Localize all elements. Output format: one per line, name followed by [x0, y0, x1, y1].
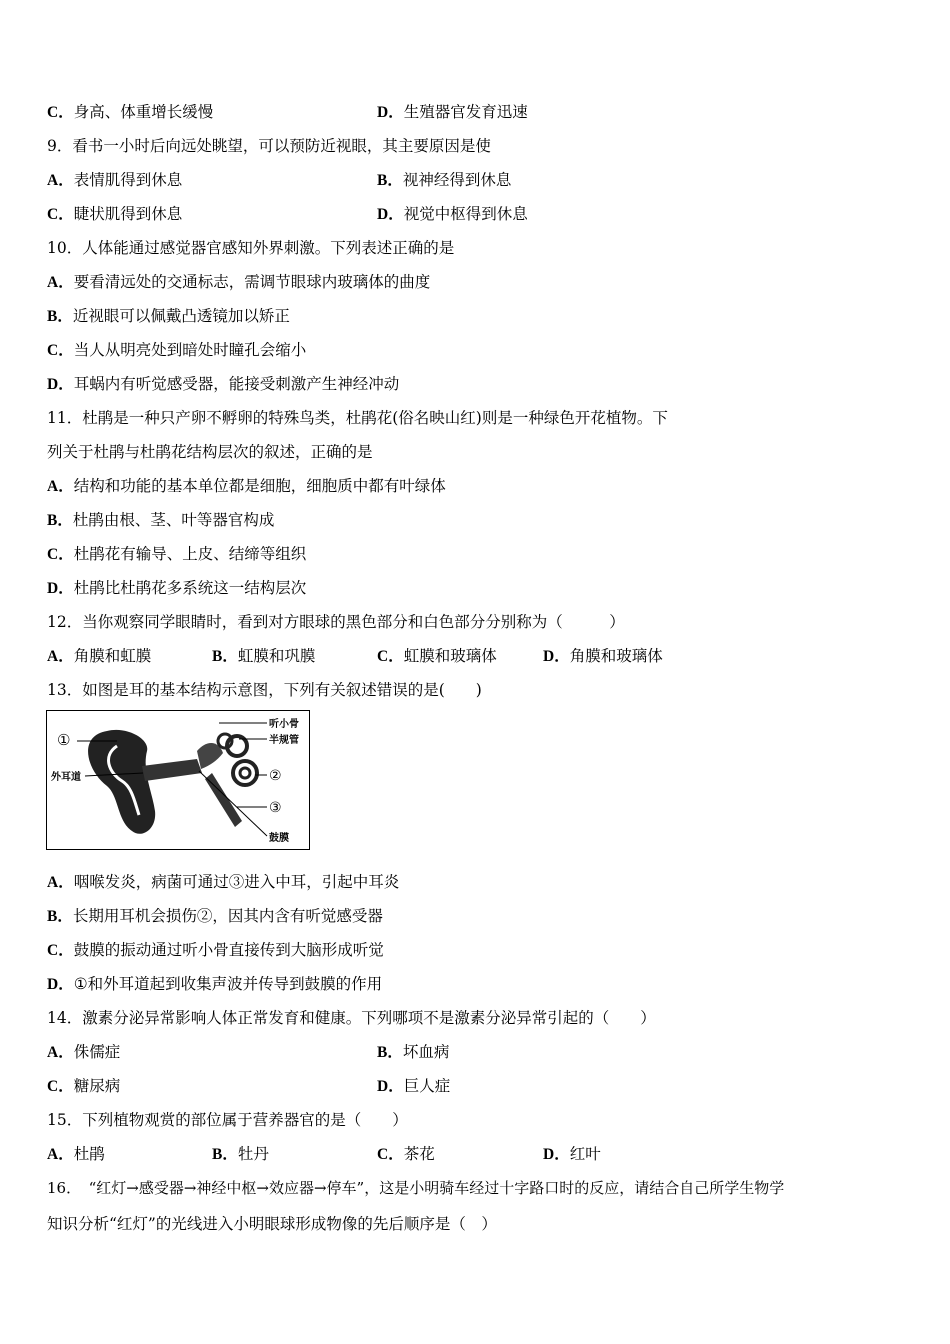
- q9-option-a: [47, 170, 182, 191]
- q11-option-b: [47, 510, 274, 531]
- cochlea-outer: [233, 761, 257, 785]
- q13-option-c: [47, 940, 384, 961]
- option-text: 角膜和玻璃体: [569, 647, 663, 665]
- option-letter: C．: [47, 546, 74, 563]
- q14-option-d: [377, 1076, 450, 1097]
- q11-stem-line2: 列关于杜鹃与杜鹃花结构层次的叙述，正确的是: [47, 443, 373, 461]
- option-text: 茶花: [403, 1145, 435, 1163]
- option-text: 长期用耳机会损伤②，因其内含有听觉感受器: [72, 907, 383, 925]
- q14-option-b: [377, 1042, 449, 1063]
- q12-option-b: [212, 646, 315, 667]
- option-letter: B．: [47, 512, 73, 529]
- option-letter: D．: [47, 376, 74, 393]
- option-letter: A．: [47, 172, 74, 189]
- option-text: 虹膜和巩膜: [237, 647, 316, 665]
- ear-diagram-svg: [47, 711, 311, 851]
- option-text: 表情肌得到休息: [73, 171, 183, 189]
- option-letter: A．: [47, 1044, 74, 1061]
- q14-stem: 14．激素分泌异常影响人体正常发育和健康。下列哪项不是激素分泌异常引起的（ ）: [47, 1009, 656, 1027]
- option-letter: C．: [377, 648, 404, 665]
- option-text: 杜鹃比杜鹃花多系统这一结构层次: [73, 579, 307, 597]
- option-letter: A．: [47, 648, 74, 665]
- option-letter: D．: [377, 1078, 404, 1095]
- option-letter: D．: [377, 206, 404, 223]
- q16-stem-line1: 16． “红灯→感受器→神经中枢→效应器→停车”，这是小明骑车经过十字路口时的反应，请结合自己所学生物学: [47, 1179, 785, 1197]
- q9-option-d: [377, 204, 528, 225]
- option-text: 结构和功能的基本单位都是细胞，细胞质中都有叶绿体: [73, 477, 446, 495]
- q9-option-c: [47, 204, 182, 225]
- label-ossicles: 听小骨: [269, 719, 299, 730]
- option-letter: D．: [543, 1146, 570, 1163]
- q11-option-a: [47, 476, 446, 497]
- q9-option-b: [377, 170, 511, 191]
- option-text: 视觉中枢得到休息: [403, 205, 528, 223]
- option-text: ①和外耳道起到收集声波并传导到鼓膜的作用: [73, 975, 383, 993]
- q8-option-c: [47, 102, 213, 123]
- q10-option-c: [47, 340, 306, 361]
- option-text: 视神经得到休息: [402, 171, 512, 189]
- option-letter: A．: [47, 874, 74, 891]
- option-letter: B．: [47, 308, 73, 325]
- option-text: 巨人症: [403, 1077, 451, 1095]
- option-text: 鼓膜的振动通过听小骨直接传到大脑形成听觉: [73, 941, 384, 959]
- q15-option-d: [543, 1144, 601, 1165]
- q13-option-a: [47, 872, 399, 893]
- option-letter: C．: [47, 942, 74, 959]
- option-letter: D．: [47, 976, 74, 993]
- q13-option-b: [47, 906, 383, 927]
- q8-option-d: [377, 102, 528, 123]
- label-2: ②: [269, 768, 282, 784]
- label-semicircular-canals: 半规管: [269, 735, 299, 746]
- option-text: 杜鹃由根、茎、叶等器官构成: [72, 511, 275, 529]
- q16-stem-line2: 知识分析“红灯”的光线进入小明眼球形成物像的先后顺序是（ ）: [47, 1215, 497, 1233]
- q12-option-d: [543, 646, 663, 667]
- option-letter: B．: [377, 1044, 403, 1061]
- option-letter: D．: [543, 648, 570, 665]
- option-text: 当人从明亮处到暗处时瞳孔会缩小: [73, 341, 307, 359]
- option-letter: C．: [377, 1146, 404, 1163]
- option-text: 杜鹃: [73, 1145, 105, 1163]
- q11-stem-line1: 11．杜鹃是一种只产卵不孵卵的特殊鸟类，杜鹃花(俗名映山红)则是一种绿色开花植物。下: [47, 409, 668, 427]
- q15-option-a: [47, 1144, 105, 1165]
- option-text: 要看清远处的交通标志，需调节眼球内玻璃体的曲度: [73, 273, 431, 291]
- option-letter: B．: [212, 1146, 238, 1163]
- ear-canal-shape: [142, 759, 202, 781]
- option-text: 牡丹: [237, 1145, 269, 1163]
- q12-option-c: [377, 646, 497, 667]
- option-text: 咽喉发炎，病菌可通过③进入中耳，引起中耳炎: [73, 873, 400, 891]
- q15-stem: 15．下列植物观赏的部位属于营养器官的是（ ）: [47, 1111, 408, 1129]
- q9-stem: 9．看书一小时后向远处眺望，可以预防近视眼，其主要原因是使: [47, 137, 491, 155]
- label-3: ③: [269, 800, 282, 816]
- pointer-line-eardrum: [199, 771, 267, 836]
- q10-option-a: [47, 272, 430, 293]
- q15-option-c: [377, 1144, 435, 1165]
- option-letter: A．: [47, 478, 74, 495]
- ear-structure-diagram: [46, 710, 310, 850]
- q14-option-a: [47, 1042, 120, 1063]
- option-letter: B．: [377, 172, 403, 189]
- q13-stem: 13．如图是耳的基本结构示意图，下列有关叙述错误的是( ): [47, 681, 482, 699]
- q10-option-d: [47, 374, 399, 395]
- option-text: 侏儒症: [73, 1043, 121, 1061]
- option-letter: C．: [47, 342, 74, 359]
- option-letter: A．: [47, 1146, 74, 1163]
- option-text: 身高、体重增长缓慢: [73, 103, 214, 121]
- q12-stem: 12．当你观察同学眼睛时，看到对方眼球的黑色部分和白色部分分别称为（ ）: [47, 613, 625, 631]
- option-text: 耳蜗内有听觉感受器，能接受刺激产生神经冲动: [73, 375, 400, 393]
- option-letter: B．: [212, 648, 238, 665]
- option-text: 角膜和虹膜: [73, 647, 152, 665]
- cochlea-inner: [240, 768, 250, 778]
- label-eardrum: 鼓膜: [269, 833, 289, 844]
- option-letter: A．: [47, 274, 74, 291]
- option-letter: D．: [47, 580, 74, 597]
- option-text: 红叶: [569, 1145, 601, 1163]
- q11-option-d: [47, 578, 306, 599]
- option-text: 近视眼可以佩戴凸透镜加以矫正: [72, 307, 290, 325]
- label-1: ①: [57, 731, 71, 749]
- q15-option-b: [212, 1144, 269, 1165]
- option-text: 睫状肌得到休息: [73, 205, 183, 223]
- option-letter: D．: [377, 104, 404, 121]
- q10-stem: 10．人体能通过感觉器官感知外界刺激。下列表述正确的是: [47, 239, 455, 257]
- q11-option-c: [47, 544, 306, 565]
- option-text: 生殖器官发育迅速: [403, 103, 528, 121]
- q13-option-d: [47, 974, 382, 995]
- option-text: 坏血病: [402, 1043, 450, 1061]
- option-letter: C．: [47, 1078, 74, 1095]
- option-text: 糖尿病: [73, 1077, 121, 1095]
- option-text: 虹膜和玻璃体: [403, 647, 497, 665]
- option-letter: C．: [47, 206, 74, 223]
- q14-option-c: [47, 1076, 120, 1097]
- option-letter: C．: [47, 104, 74, 121]
- label-outer-ear-canal: 外耳道: [51, 772, 81, 783]
- option-letter: B．: [47, 908, 73, 925]
- option-text: 杜鹃花有输导、上皮、结缔等组织: [73, 545, 307, 563]
- q12-option-a: [47, 646, 151, 667]
- q10-option-b: [47, 306, 290, 327]
